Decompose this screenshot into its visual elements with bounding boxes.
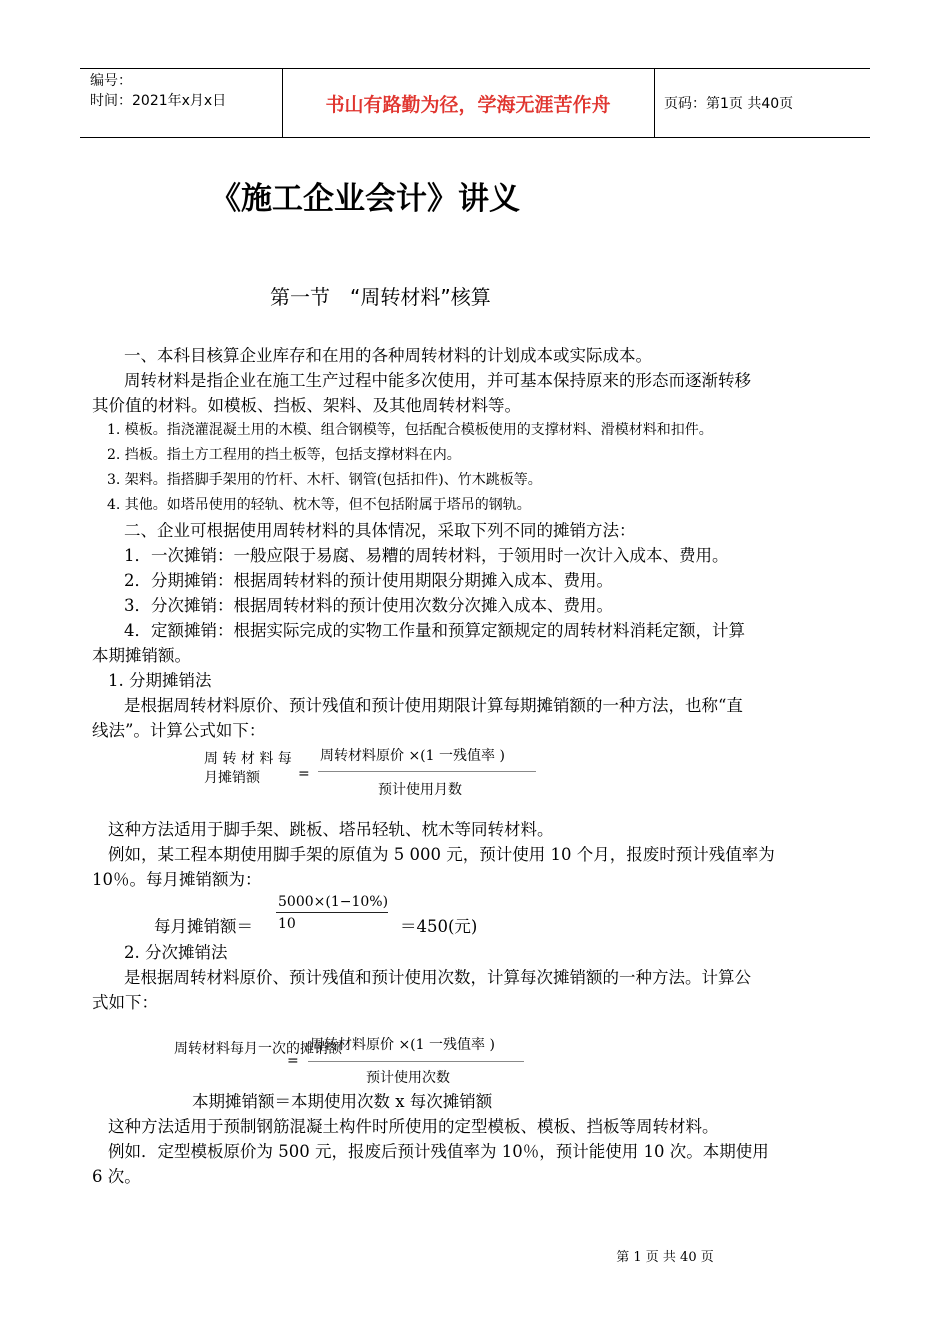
formula: 本期摊销额＝本期使用次数 x 每次摊销额	[192, 1092, 493, 1111]
header-motto: 书山有路勤为径，学海无涯苦作舟	[325, 93, 611, 116]
section-title: 第一节 “周转材料”核算	[270, 285, 491, 309]
paragraph: 周转材料是指企业在施工生产过程中能多次使用，并可基本保持原来的形态而逐渐转移	[124, 371, 751, 390]
list-item: 1. 模板。指浇灌混凝土用的木模、组合钢模等，包括配合模板使用的支撑材料、滑模材料和扣件。	[107, 422, 713, 438]
subsection-title: 2. 分次摊销法	[124, 943, 228, 962]
paragraph: 6 次。	[92, 1167, 141, 1186]
formula-lhs: 周 转 材 料 每	[204, 751, 292, 767]
paragraph: 其价值的材料。如模板、挡板、架料、及其他周转材料等。	[92, 396, 521, 415]
fraction-bar	[318, 771, 536, 772]
list-item: 4. 其他。如塔吊使用的轻轨、枕木等，但不包括附属于塔吊的钢轨。	[107, 497, 531, 513]
page-footer	[0, 1246, 950, 1265]
code-label: 编号：	[90, 73, 132, 89]
method-item: 4．定额摊销：根据实际完成的实物工作量和预算定额规定的周转材料消耗定额，计算	[124, 621, 745, 640]
formula-lhs: 周转材料每月一次的摊销额	[174, 1041, 342, 1057]
paragraph: 二、企业可根据使用周转材料的具体情况，采取下列不同的摊销方法：	[124, 521, 636, 540]
paragraph: 是根据周转材料原价、预计残值和预计使用次数，计算每次摊销额的一种方法。计算公	[124, 968, 751, 987]
formula-numerator: 周转材料原价 ×(1 一残值率 )	[320, 748, 505, 764]
formula-denominator: 预计使用月数	[378, 782, 462, 798]
method-item: 2．分期摊销：根据周转材料的预计使用期限分期摊入成本、费用。	[124, 571, 613, 590]
list-item: 3. 架料。指搭脚手架用的竹杆、木杆、钢管(包括扣件)、竹木跳板等。	[107, 472, 542, 488]
time-label: 时间：2021年x月x日	[90, 93, 227, 109]
method-item: 3．分次摊销：根据周转材料的预计使用次数分次摊入成本、费用。	[124, 596, 613, 615]
header-page-info: 页码：第1页 共40页	[664, 96, 794, 112]
formula-lhs: 每月摊销额＝	[154, 917, 253, 936]
footer-page-number: 第 1 页 共 40 页	[616, 1250, 714, 1265]
paragraph: 10％。每月摊销额为：	[92, 870, 262, 889]
document-header	[80, 68, 870, 138]
document-title: 《施工企业会计》讲义	[210, 181, 520, 217]
formula-equals: =	[298, 766, 310, 782]
formula-result: ＝450(元)	[400, 917, 478, 936]
paragraph: 这种方法适用于预制钢筋混凝土构件时所使用的定型模板、模板、挡板等周转材料。	[108, 1117, 719, 1136]
method-item: 1．一次摊销：一般应限于易腐、易糟的周转材料，于领用时一次计入成本、费用。	[124, 546, 729, 565]
list-item: 2. 挡板。指土方工程用的挡土板等，包括支撑材料在内。	[107, 447, 461, 463]
formula-numerator: 周转材料原价 ×(1 一残值率 )	[310, 1037, 495, 1053]
header-meta	[90, 71, 280, 111]
paragraph: 是根据周转材料原价、预计残值和预计使用期限计算每期摊销额的一种方法，也称“直	[124, 696, 743, 715]
paragraph: 例如．定型模板原价为 500 元，报废后预计残值率为 10％，预计能使用 10 次。本期使用	[108, 1142, 769, 1161]
paragraph: 线法”。计算公式如下：	[92, 721, 266, 740]
formula-denominator: 预计使用次数	[366, 1070, 450, 1086]
paragraph: 这种方法适用于脚手架、跳板、塔吊轻轨、枕木等同转材料。	[108, 820, 554, 839]
paragraph: 例如，某工程本期使用脚手架的原值为 5 000 元，预计使用 10 个月，报废时预计残值率为	[108, 845, 775, 864]
paragraph: 一、本科目核算企业库存和在用的各种周转材料的计划成本或实际成本。	[124, 346, 652, 365]
fraction-bar	[276, 912, 388, 913]
fraction-bar	[308, 1061, 524, 1062]
formula-equals: =	[287, 1053, 299, 1069]
formula-denominator: 10	[278, 916, 296, 932]
formula-lhs: 月摊销额	[204, 770, 260, 786]
header-divider	[654, 69, 655, 137]
method-item: 本期摊销额。	[92, 646, 191, 665]
formula-numerator: 5000×(1−10%)	[278, 894, 389, 910]
subsection-title: 1. 分期摊销法	[108, 671, 212, 690]
paragraph: 式如下：	[92, 993, 158, 1012]
